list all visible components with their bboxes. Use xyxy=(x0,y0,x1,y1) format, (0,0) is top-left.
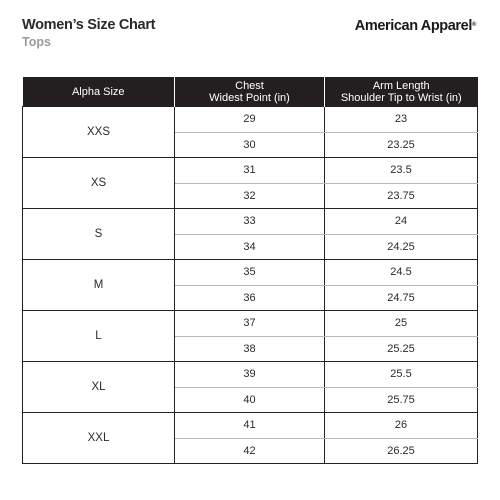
chest-cell: 39 xyxy=(175,362,325,388)
column-header-subline: Widest Point (in) xyxy=(209,91,290,104)
brand-logo xyxy=(355,18,476,34)
column-header-arm-length xyxy=(325,77,478,107)
chest-cell: 42 xyxy=(175,438,325,464)
alpha-size-cell: S xyxy=(23,209,175,260)
table-row xyxy=(23,209,478,235)
arm-length-cell: 26.25 xyxy=(325,438,478,464)
chest-cell: 34 xyxy=(175,234,325,260)
alpha-size-cell: XL xyxy=(23,362,175,413)
table-row xyxy=(23,413,478,439)
page-subtitle: Tops xyxy=(22,35,51,49)
arm-length-cell: 24.75 xyxy=(325,285,478,311)
chest-cell: 31 xyxy=(175,158,325,184)
arm-length-cell: 23.25 xyxy=(325,132,478,158)
arm-length-cell: 24 xyxy=(325,209,478,235)
chest-cell: 36 xyxy=(175,285,325,311)
table-row xyxy=(23,158,478,184)
arm-length-cell: 25.75 xyxy=(325,387,478,413)
chest-cell: 40 xyxy=(175,387,325,413)
table-row xyxy=(23,260,478,286)
chest-cell: 29 xyxy=(175,107,325,133)
chest-cell: 37 xyxy=(175,311,325,337)
column-header-chest xyxy=(175,77,325,107)
alpha-size-cell: XS xyxy=(23,158,175,209)
arm-length-cell: 25.5 xyxy=(325,362,478,388)
alpha-size-cell: M xyxy=(23,260,175,311)
table-row xyxy=(23,311,478,337)
arm-length-cell: 25 xyxy=(325,311,478,337)
chest-cell: 33 xyxy=(175,209,325,235)
column-header-subline: Shoulder Tip to Wrist (in) xyxy=(340,91,462,104)
column-header-line: Chest xyxy=(235,79,264,92)
arm-length-cell: 23.5 xyxy=(325,158,478,184)
column-header-line: Alpha Size xyxy=(71,85,125,98)
table-row xyxy=(23,362,478,388)
size-chart-table xyxy=(22,77,478,464)
arm-length-cell: 24.5 xyxy=(325,260,478,286)
table-header-row xyxy=(23,77,478,107)
chest-cell: 38 xyxy=(175,336,325,362)
alpha-size-cell: L xyxy=(23,311,175,362)
arm-length-cell: 24.25 xyxy=(325,234,478,260)
arm-length-cell: 23 xyxy=(325,107,478,133)
arm-length-cell: 25.25 xyxy=(325,336,478,362)
page-title: Women’s Size Chart xyxy=(22,17,156,33)
chest-cell: 32 xyxy=(175,183,325,209)
table-row xyxy=(23,107,478,133)
chest-cell: 35 xyxy=(175,260,325,286)
alpha-size-cell: XXS xyxy=(23,107,175,158)
arm-length-cell: 23.75 xyxy=(325,183,478,209)
column-header-alpha-size xyxy=(23,77,175,107)
size-table-body xyxy=(23,107,478,464)
column-header-line: Arm Length xyxy=(372,79,430,92)
brand-name: American Apparel xyxy=(354,18,472,34)
chest-cell: 41 xyxy=(175,413,325,439)
chest-cell: 30 xyxy=(175,132,325,158)
arm-length-cell: 26 xyxy=(325,413,478,439)
brand-registered-mark: ® xyxy=(471,22,476,28)
alpha-size-cell: XXL xyxy=(23,413,175,464)
